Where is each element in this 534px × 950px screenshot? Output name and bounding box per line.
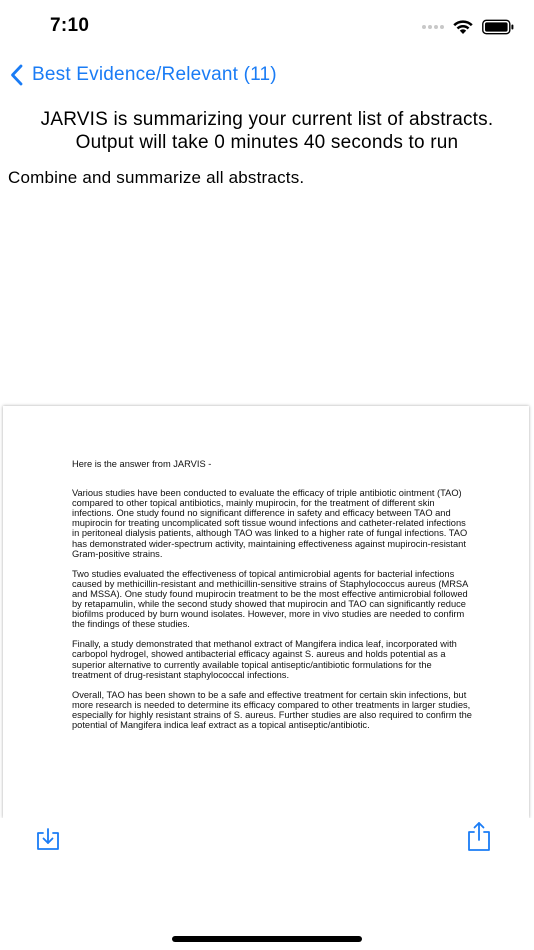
- document-paragraph: Overall, TAO has been shown to be a safe and effective treatment for certain skin infections, but more research is needed to determine its efficacy compared to other treatments in larger studies, especially for highly resistant strains of S. aureus. Further studies are also required to confirm the potential of Mangifera indica leaf extract as a topical antiseptic/antibiotic.: [72, 689, 472, 730]
- document-paragraph: Various studies have been conducted to evaluate the efficacy of triple antibiotic ointment (TAO) compared to other topical antibiotics, mainly mupirocin, for the treatment of different skin infections. One study found no significant difference in safety and efficacy between TAO and mupirocin for treating uncomplicated soft tissue wound infections and catheter-related infections in peritoneal dialysis patients, although TAO was linked to a higher rate of fungal infections. TAO has demonstrated wider-spectrum activity, maintaining effectiveness against mupirocin-resistant Gram-positive strains.: [72, 488, 468, 559]
- back-button[interactable]: [10, 64, 277, 86]
- cellular-signal-icon: [422, 25, 444, 29]
- document-paragraph: Finally, a study demonstrated that methanol extract of Mangifera indica leaf, incorporated with carbopol hydrogel, showed antibacterial efficacy against S. aureus and holds potential as a superior alternative to currently available topical antiseptic/antibiotic formulations for the treatment of drug-resistant staphylococcal infections.: [72, 639, 457, 680]
- wifi-icon: [452, 19, 474, 35]
- document-content: [72, 459, 472, 740]
- document-preview[interactable]: [3, 406, 529, 818]
- save-to-device-icon[interactable]: [34, 824, 62, 857]
- summarizing-status-message: [0, 108, 534, 154]
- status-message-line-2: Output will take 0 minutes 40 seconds to run: [75, 132, 459, 153]
- chevron-left-icon: [10, 64, 23, 86]
- navigation-bar: [0, 58, 534, 98]
- status-message-line-1: JARVIS is summarizing your current list of abstracts.: [40, 109, 494, 130]
- status-icons: [422, 17, 514, 37]
- document-paragraph: Two studies evaluated the effectiveness of topical antimicrobial agents for bacterial infections caused by methicillin-resistant and methicillin-sensitive strains of Staphylococcus aureus (MRSA and MSSA). One study found mupirocin treatment to be the most effective antimicrobial followed by retapamulin, while the second study showed that mupirocin and TAO can significantly reduce biofilms produced by burn wound isolates. However, more in vivo studies are needed to confirm the findings of these studies.: [72, 568, 468, 630]
- prompt-text: Combine and summarize all abstracts.: [8, 168, 305, 187]
- document-intro: Here is the answer from JARVIS -: [72, 459, 212, 469]
- status-bar: [0, 0, 534, 54]
- home-indicator[interactable]: [172, 936, 362, 942]
- battery-icon: [482, 19, 514, 35]
- bottom-toolbar: [0, 818, 534, 868]
- back-button-label: Best Evidence/Relevant (11): [32, 64, 277, 85]
- status-time: 7:10: [50, 15, 90, 36]
- share-icon[interactable]: [465, 820, 493, 857]
